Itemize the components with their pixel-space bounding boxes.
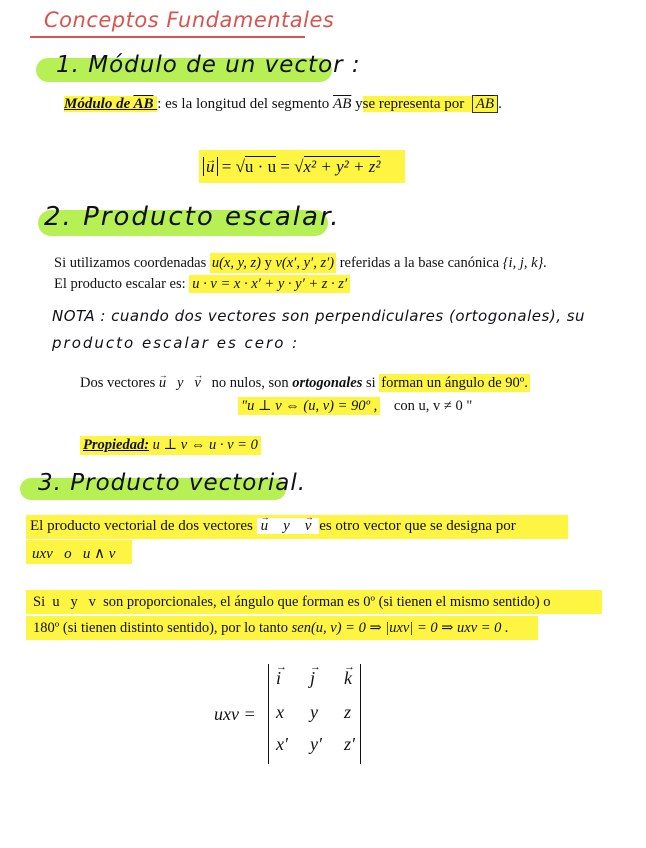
section3-heading: 3. Producto vectorial.	[38, 470, 307, 496]
det-cell-r2-c1: y′	[310, 734, 322, 754]
orthogonal-formula-line	[238, 398, 472, 415]
det-left-bar	[268, 664, 269, 764]
ortho-pre: Dos vectores	[80, 375, 156, 391]
formula-eq2: = √	[280, 157, 304, 176]
coords-pre: Si utilizamos coordenadas	[54, 255, 207, 271]
p1-pre: El producto vectorial de dos vectores	[30, 518, 253, 534]
det-cell-r2-c2: z′	[344, 734, 355, 754]
determinant-matrix	[272, 668, 358, 760]
title-underline	[30, 36, 305, 38]
def-text2: se representa por	[362, 96, 465, 112]
def-ab2: $\overline{AB}$	[333, 96, 352, 112]
def-y: y	[355, 96, 363, 112]
coords-line	[54, 255, 547, 272]
p1-v: → v	[305, 518, 312, 535]
nota-line2: producto escalar es cero :	[52, 334, 300, 352]
p1-y: y	[283, 518, 290, 534]
p1-u: → u	[261, 518, 269, 535]
det-cell-r0-c1: → j	[310, 668, 315, 689]
det-lhs: uxv =	[214, 704, 256, 724]
page-title: Conceptos Fundamentales	[44, 8, 335, 32]
section2-heading: 2. Producto escalar.	[44, 202, 341, 232]
det-cell-r0-c0: → i	[276, 668, 281, 689]
ortho-cond: con u, v ≠ 0 "	[393, 398, 473, 414]
formula-lhs: → u	[206, 150, 215, 183]
coords-v: v(x′, y′, z′)	[275, 255, 335, 271]
det-cell-r1-c0: x	[276, 702, 284, 722]
section1-heading: 1. Módulo de un vector :	[56, 52, 361, 78]
ortho-v: → v	[194, 375, 200, 392]
def-text1: : es la longitud del segmento	[157, 96, 330, 112]
p2-pre: 180º (si tienen distinto sentido), por lo tanto	[33, 620, 288, 636]
def-ab3: $\overline{AB}$	[472, 95, 498, 113]
det-cell-r2-c0: x′	[276, 734, 288, 754]
ortho-highlight: forman un ángulo de 90º.	[381, 375, 528, 391]
formula-inner: u · u	[244, 157, 277, 176]
p1-post: es otro vector que se designa por	[319, 518, 516, 534]
det-cell-r1-c1: y	[310, 702, 318, 722]
modulo-formula	[199, 150, 405, 183]
ortho-mid: no nulos, son	[211, 375, 289, 391]
scalar-pre: El producto escalar es:	[54, 276, 186, 292]
coords-post: referidas a la base canónica	[339, 255, 500, 271]
proportional-line2	[33, 620, 509, 637]
formula-mid: = √	[221, 157, 245, 176]
def-end: .	[498, 96, 502, 112]
proportional-line1: Si u y v son proporcionales, el ángulo que forman es 0º (si tienen el mismo sentido) o	[33, 594, 551, 610]
det-cell-r1-c2: z	[344, 702, 352, 722]
def-label: Módulo de	[64, 96, 131, 112]
vector-product-def-line2: uxv o u ∧ v	[32, 546, 116, 562]
coords-y: y	[264, 255, 272, 271]
p2-formula: sen(u, v) = 0 ⇒ |uxv| = 0 ⇒ uxv = 0 .	[291, 620, 509, 636]
det-cell-r0-c2: → k	[344, 668, 352, 689]
ortho-y: y	[177, 375, 184, 391]
nota-line1: NOTA : cuando dos vectores son perpendiculares (ortogonales), su	[52, 307, 586, 325]
property-line	[80, 436, 261, 455]
prop-label: Propiedad:	[83, 437, 150, 453]
det-right-bar	[360, 664, 361, 764]
ortho-bold: ortogonales	[292, 375, 363, 391]
modulo-definition	[64, 96, 502, 113]
orthogonal-line	[80, 375, 530, 392]
coords-u: u(x, y, z)	[211, 255, 261, 271]
vector-product-def-line1	[30, 518, 516, 535]
scalar-formula: u · v = x · x′ + y · y′ + z · z′	[189, 275, 350, 293]
formula-rhs: x² + y² + z²	[303, 157, 381, 176]
def-ab: AB	[133, 96, 154, 112]
coords-base: {i, j, k}.	[502, 255, 547, 271]
scalar-product-line	[54, 276, 350, 293]
prop-formula: u ⊥ v ⇔ u · v = 0	[152, 437, 258, 453]
ortho-formula: "u ⊥ v ⇔ (u, v) = 90º ,	[238, 397, 380, 415]
ortho-si: si	[365, 375, 376, 391]
ortho-u: → u	[159, 375, 166, 392]
